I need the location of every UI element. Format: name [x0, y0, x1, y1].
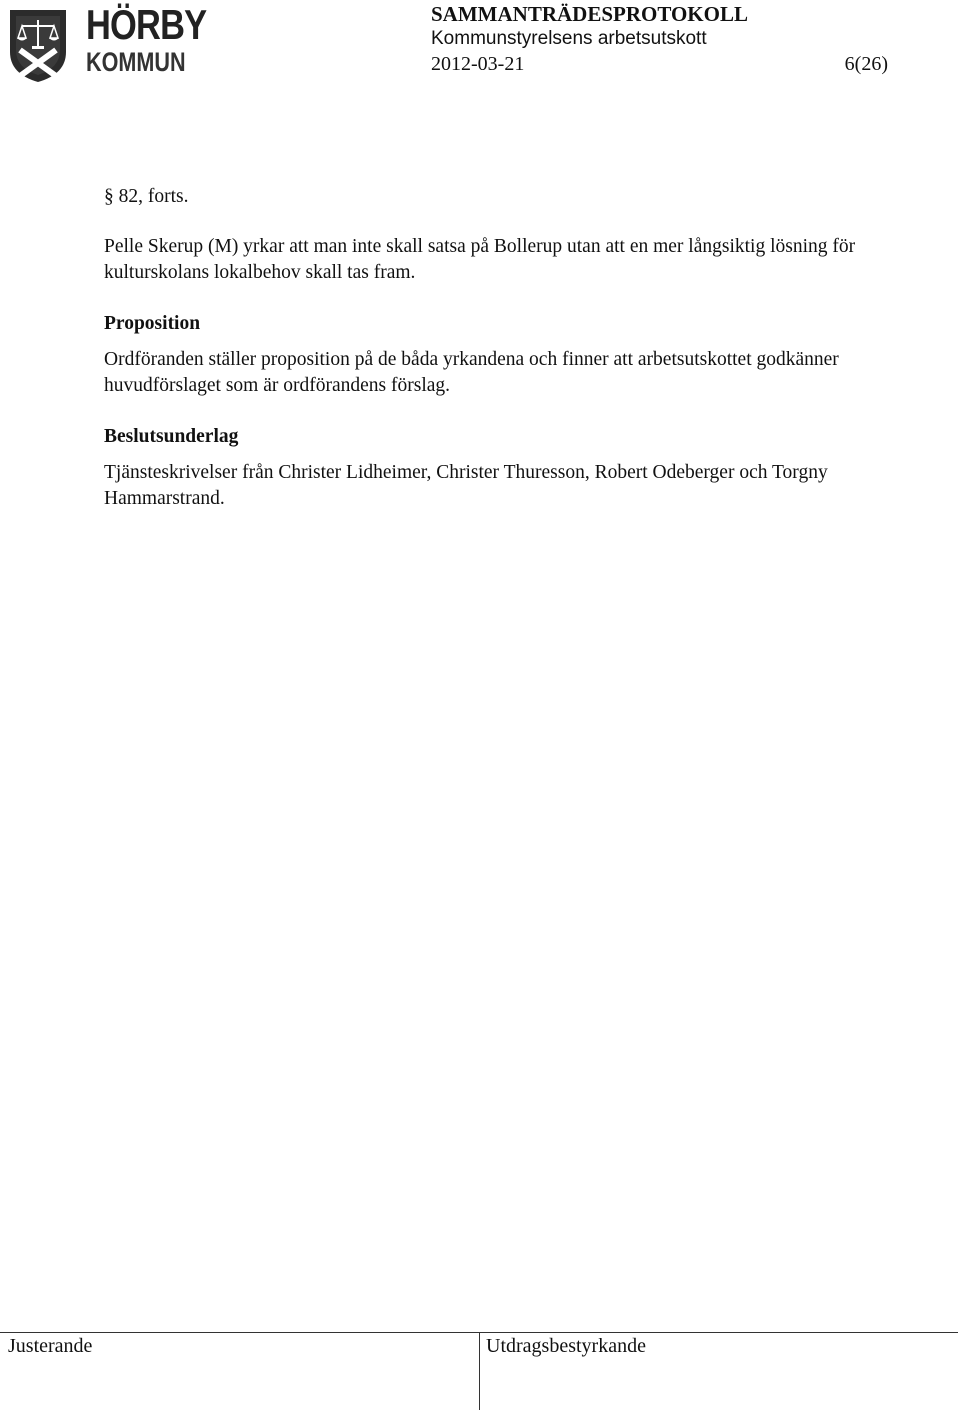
document-date: 2012-03-21 — [431, 53, 525, 75]
document-title: SAMMANTRÄDESPROTOKOLL — [431, 2, 748, 26]
paragraph-beslutsunderlag: Tjänsteskrivelser från Christer Lidheimer, Christer Thuresson, Robert Odeberger och Torgny Hammarstrand. — [104, 462, 828, 509]
logo-name-line2: KOMMUN — [86, 47, 186, 77]
heading-beslutsunderlag: Beslutsunderlag — [104, 426, 239, 447]
coat-of-arms-scales-icon — [8, 6, 68, 84]
paragraph-motion: Pelle Skerup (M) yrkar att man inte skall satsa på Bollerup utan att en mer långsiktig lösning för kulturskolans lokalbehov skall tas fram. — [104, 236, 856, 283]
logo-name-line1: HÖRBY — [86, 1, 207, 48]
paragraph-proposition: Ordföranden ställer proposition på de båda yrkandena och finner att arbetsutskottet godkänner huvudförslaget som är ordförandens förslag. — [104, 349, 839, 396]
document-subtitle: Kommunstyrelsens arbetsutskott — [431, 28, 707, 49]
footer-column-divider — [479, 1332, 480, 1410]
heading-proposition: Proposition — [104, 313, 201, 334]
footer-utdragsbestyrkande-label: Utdragsbestyrkande — [486, 1335, 646, 1357]
municipality-logo — [8, 1, 207, 84]
section-reference: § 82, forts. — [104, 186, 189, 207]
footer-justerande-label: Justerande — [8, 1335, 93, 1357]
page-number: 6(26) — [844, 53, 888, 75]
